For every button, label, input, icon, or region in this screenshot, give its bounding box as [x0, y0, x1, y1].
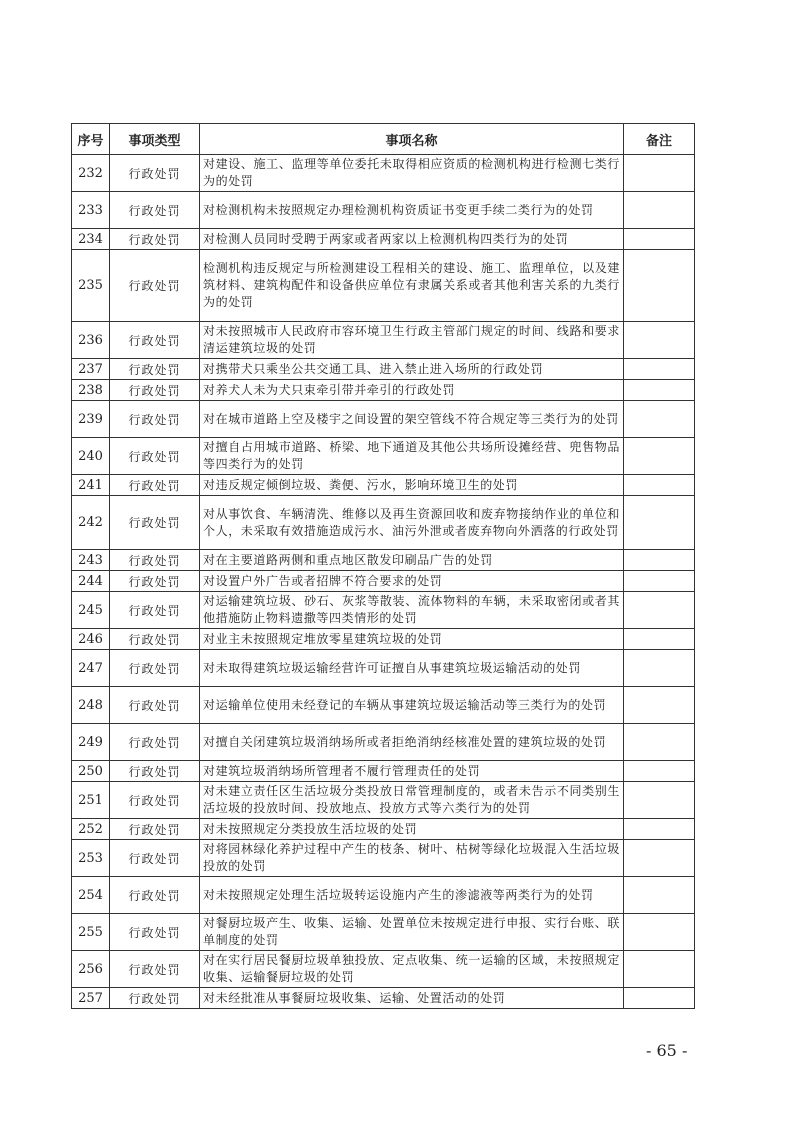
row-number: 252: [72, 819, 110, 840]
row-note: [624, 877, 695, 914]
row-note: [624, 250, 695, 322]
header-type: 事项类型: [110, 124, 200, 155]
header-no: 序号: [72, 124, 110, 155]
row-name: 对业主未按照规定堆放零星建筑垃圾的处罚: [200, 629, 624, 650]
row-note: [624, 380, 695, 401]
table-row: [72, 951, 695, 988]
table-row: [72, 761, 695, 782]
row-type: 行政处罚: [110, 650, 200, 687]
row-number: 232: [72, 155, 110, 192]
row-name: 对未按照城市人民政府市容环境卫生行政主管部门规定的时间、线路和要求清运建筑垃圾的处罚: [200, 322, 624, 359]
row-name: 对餐厨垃圾产生、收集、运输、处置单位未按规定进行申报、实行台账、联单制度的处罚: [200, 914, 624, 951]
row-note: [624, 192, 695, 229]
table-row: [72, 155, 695, 192]
row-type: 行政处罚: [110, 359, 200, 380]
row-number: 253: [72, 840, 110, 877]
row-note: [624, 401, 695, 438]
row-number: 239: [72, 401, 110, 438]
table-row: [72, 629, 695, 650]
row-note: [624, 840, 695, 877]
row-type: 行政处罚: [110, 496, 200, 550]
row-number: 248: [72, 687, 110, 724]
row-name: 对未经批准从事餐厨垃圾收集、运输、处置活动的处罚: [200, 988, 624, 1009]
row-type: 行政处罚: [110, 550, 200, 571]
row-type: 行政处罚: [110, 629, 200, 650]
row-number: 246: [72, 629, 110, 650]
table-row: [72, 687, 695, 724]
table-row: [72, 840, 695, 877]
row-type: 行政处罚: [110, 840, 200, 877]
table-row: [72, 914, 695, 951]
row-type: 行政处罚: [110, 229, 200, 250]
row-note: [624, 496, 695, 550]
table-row: [72, 322, 695, 359]
row-note: [624, 475, 695, 496]
row-number: 234: [72, 229, 110, 250]
row-type: 行政处罚: [110, 571, 200, 592]
row-note: [624, 819, 695, 840]
row-name: 对运输单位使用未经登记的车辆从事建筑垃圾运输活动等三类行为的处罚: [200, 687, 624, 724]
row-note: [624, 229, 695, 250]
row-number: 240: [72, 438, 110, 475]
row-name: 对养犬人未为犬只束牵引带并牵引的行政处罚: [200, 380, 624, 401]
row-type: 行政处罚: [110, 380, 200, 401]
row-note: [624, 914, 695, 951]
table-row: [72, 724, 695, 761]
row-note: [624, 988, 695, 1009]
row-name: 检测机构违反规定与所检测建设工程相关的建设、施工、监理单位，以及建筑材料、建筑构配件和设备供应单位有隶属关系或者其他利害关系的九类行为的处罚: [200, 250, 624, 322]
row-name: 对运输建筑垃圾、砂石、灰浆等散装、流体物料的车辆，未采取密闭或者其他措施防止物料遗撒等四类情形的处罚: [200, 592, 624, 629]
table-row: [72, 475, 695, 496]
row-note: [624, 951, 695, 988]
row-type: 行政处罚: [110, 592, 200, 629]
row-type: 行政处罚: [110, 988, 200, 1009]
row-name: 对未按照规定处理生活垃圾转运设施内产生的渗滤液等两类行为的处罚: [200, 877, 624, 914]
row-type: 行政处罚: [110, 250, 200, 322]
row-name: 对检测机构未按照规定办理检测机构资质证书变更手续二类行为的处罚: [200, 192, 624, 229]
table-row: [72, 438, 695, 475]
row-note: [624, 571, 695, 592]
row-note: [624, 322, 695, 359]
row-note: [624, 550, 695, 571]
row-number: 233: [72, 192, 110, 229]
row-number: 247: [72, 650, 110, 687]
table-row: [72, 988, 695, 1009]
row-number: 242: [72, 496, 110, 550]
row-name: 对建设、施工、监理等单位委托未取得相应资质的检测机构进行检测七类行为的处罚: [200, 155, 624, 192]
row-type: 行政处罚: [110, 475, 200, 496]
table-row: [72, 650, 695, 687]
row-number: 249: [72, 724, 110, 761]
row-type: 行政处罚: [110, 401, 200, 438]
row-name: 对未按照规定分类投放生活垃圾的处罚: [200, 819, 624, 840]
table-row: [72, 380, 695, 401]
enforcement-items-table: [71, 123, 695, 1009]
header-name: 事项名称: [200, 124, 624, 155]
row-note: [624, 592, 695, 629]
table-row: [72, 250, 695, 322]
row-type: 行政处罚: [110, 877, 200, 914]
table-row: [72, 592, 695, 629]
row-number: 237: [72, 359, 110, 380]
row-name: 对未建立责任区生活垃圾分类投放日常管理制度的，或者未告示不同类别生活垃圾的投放时间、投放地点、投放方式等六类行为的处罚: [200, 782, 624, 819]
row-name: 对在实行居民餐厨垃圾单独投放、定点收集、统一运输的区域，未按照规定收集、运输餐厨垃圾的处罚: [200, 951, 624, 988]
row-number: 257: [72, 988, 110, 1009]
row-note: [624, 724, 695, 761]
row-number: 244: [72, 571, 110, 592]
row-name: 对在主要道路两侧和重点地区散发印刷品广告的处罚: [200, 550, 624, 571]
row-name: 对擅自关闭建筑垃圾消纳场所或者拒绝消纳经核准处置的建筑垃圾的处罚: [200, 724, 624, 761]
row-name: 对从事饮食、车辆清洗、维修以及再生资源回收和废弃物接纳作业的单位和个人，未采取有效措施造成污水、油污外泄或者废弃物向外洒落的行政处罚: [200, 496, 624, 550]
table-body: [72, 155, 695, 1009]
row-number: 245: [72, 592, 110, 629]
table-row: [72, 496, 695, 550]
row-type: 行政处罚: [110, 761, 200, 782]
row-note: [624, 782, 695, 819]
row-type: 行政处罚: [110, 687, 200, 724]
page-number: - 65 -: [646, 1041, 688, 1060]
row-number: 256: [72, 951, 110, 988]
row-number: 241: [72, 475, 110, 496]
table-row: [72, 571, 695, 592]
row-name: 对将园林绿化养护过程中产生的枝条、树叶、枯树等绿化垃圾混入生活垃圾投放的处罚: [200, 840, 624, 877]
row-note: [624, 438, 695, 475]
table-row: [72, 550, 695, 571]
table-row: [72, 877, 695, 914]
row-name: 对在城市道路上空及楼宇之间设置的架空管线不符合规定等三类行为的处罚: [200, 401, 624, 438]
table-row: [72, 229, 695, 250]
row-note: [624, 629, 695, 650]
row-note: [624, 359, 695, 380]
row-type: 行政处罚: [110, 914, 200, 951]
row-name: 对违反规定倾倒垃圾、粪便、污水，影响环境卫生的处罚: [200, 475, 624, 496]
row-note: [624, 761, 695, 782]
row-type: 行政处罚: [110, 819, 200, 840]
table-row: [72, 192, 695, 229]
row-name: 对携带犬只乘坐公共交通工具、进入禁止进入场所的行政处罚: [200, 359, 624, 380]
row-number: 254: [72, 877, 110, 914]
table-header-row: [72, 124, 695, 155]
row-note: [624, 155, 695, 192]
row-name: 对检测人员同时受聘于两家或者两家以上检测机构四类行为的处罚: [200, 229, 624, 250]
table-row: [72, 359, 695, 380]
row-name: 对建筑垃圾消纳场所管理者不履行管理责任的处罚: [200, 761, 624, 782]
row-name: 对擅自占用城市道路、桥梁、地下通道及其他公共场所设摊经营、兜售物品等四类行为的处罚: [200, 438, 624, 475]
row-type: 行政处罚: [110, 951, 200, 988]
row-type: 行政处罚: [110, 782, 200, 819]
row-number: 251: [72, 782, 110, 819]
table-row: [72, 819, 695, 840]
row-note: [624, 687, 695, 724]
row-number: 235: [72, 250, 110, 322]
row-number: 255: [72, 914, 110, 951]
row-name: 对设置户外广告或者招牌不符合要求的处罚: [200, 571, 624, 592]
row-number: 243: [72, 550, 110, 571]
row-number: 250: [72, 761, 110, 782]
row-type: 行政处罚: [110, 155, 200, 192]
row-type: 行政处罚: [110, 438, 200, 475]
table-row: [72, 782, 695, 819]
header-note: 备注: [624, 124, 695, 155]
row-type: 行政处罚: [110, 192, 200, 229]
table-row: [72, 401, 695, 438]
row-type: 行政处罚: [110, 322, 200, 359]
row-type: 行政处罚: [110, 724, 200, 761]
row-note: [624, 650, 695, 687]
row-name: 对未取得建筑垃圾运输经营许可证擅自从事建筑垃圾运输活动的处罚: [200, 650, 624, 687]
row-number: 236: [72, 322, 110, 359]
row-number: 238: [72, 380, 110, 401]
